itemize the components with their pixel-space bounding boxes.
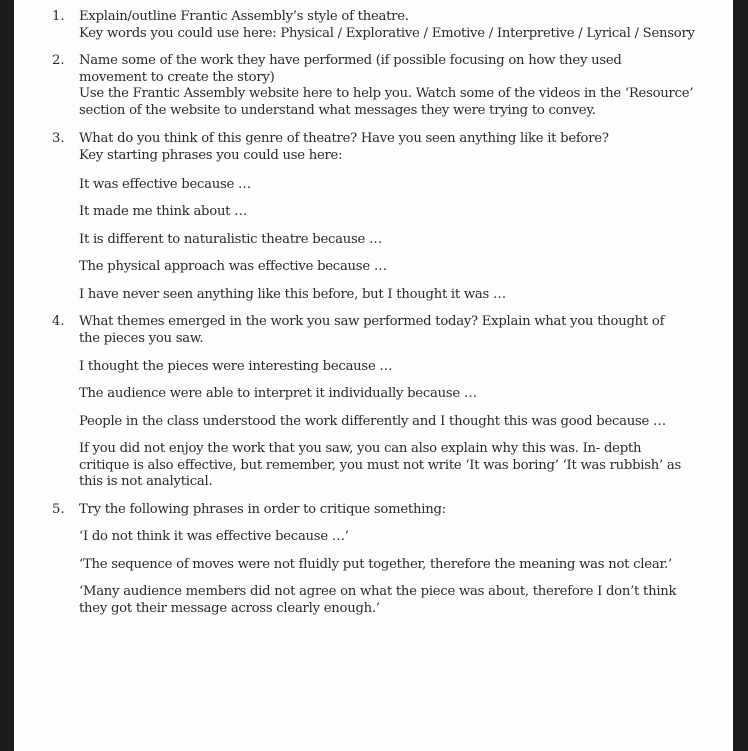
text-line: section of the website to understand what messages they were trying to convey. (79, 102, 596, 118)
phrase (79, 584, 676, 617)
item-number: 4. (52, 314, 65, 329)
item-question (79, 314, 664, 347)
phrase: People in the class understood the work differently and I thought this was good because … (79, 414, 666, 429)
item-number: 2. (52, 53, 65, 68)
item-note (79, 441, 681, 491)
item-question (79, 53, 693, 119)
phrase: It is different to naturalistic theatre because … (79, 232, 382, 247)
text-line: Use the Frantic Assembly website here to help you. Watch some of the videos in the ‘Resource’ (79, 86, 694, 102)
text-line: they got their message across clearly enough.’ (79, 600, 380, 616)
item-question (79, 9, 695, 42)
phrase: It was effective because … (79, 177, 251, 192)
text-line: Key words you could use here: Physical / Explorative / Emotive / Interpretive / Lyrical / Sensory (79, 25, 695, 41)
phrase: I have never seen anything like this before, but I thought it was … (79, 287, 506, 302)
text-line: Name some of the work they have performed (if possible focusing on how they used (79, 53, 622, 68)
text-line: movement to create the story) (79, 69, 275, 85)
text-line: Key starting phrases you could use here: (79, 147, 343, 163)
phrase: It made me think about … (79, 204, 248, 219)
text-line: Explain/outline Frantic Assembly’s style of theatre. (79, 9, 409, 24)
phrase: I thought the pieces were interesting because … (79, 359, 393, 374)
phrase: ‘I do not think it was effective because …’ (79, 529, 349, 544)
phrase: ‘The sequence of moves were not fluidly put together, therefore the meaning was not clear.’ (79, 557, 672, 572)
item-question: Try the following phrases in order to critique something: (79, 502, 446, 517)
text-line: ‘Many audience members did not agree on what the piece was about, therefore I don’t think (79, 584, 677, 599)
text-line: If you did not enjoy the work that you saw, you can also explain why this was. In- depth (79, 441, 642, 456)
item-number: 5. (52, 502, 65, 517)
phrase: The audience were able to interpret it individually because … (79, 386, 477, 401)
text-line: What themes emerged in the work you saw performed today? Explain what you thought of (79, 314, 665, 329)
phrase: The physical approach was effective because … (79, 259, 387, 274)
document-page (14, 0, 733, 751)
item-number: 1. (52, 9, 65, 24)
item-number: 3. (52, 131, 65, 146)
text-line: the pieces you saw. (79, 330, 204, 346)
item-question (79, 131, 609, 164)
text-line: What do you think of this genre of theatre? Have you seen anything like it before? (79, 131, 609, 146)
text-line: this is not analytical. (79, 474, 213, 490)
text-line: critique is also effective, but remember, you must not write ‘It was boring’ ‘It was rubbish’ as (79, 457, 682, 473)
